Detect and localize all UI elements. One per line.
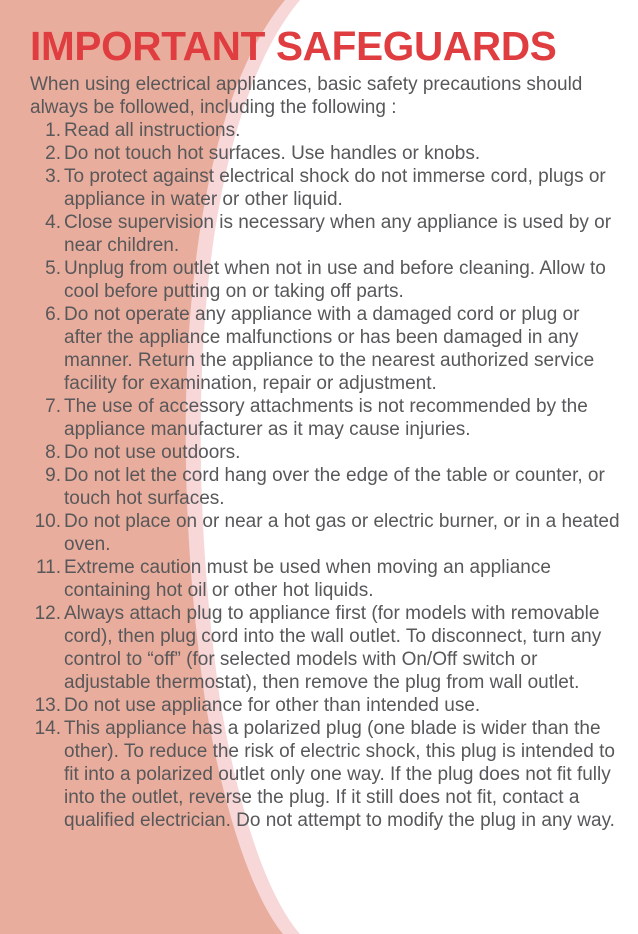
- safeguards-panel: [30, 24, 620, 832]
- item-text: The use of accessory attachments is not recommended by the appliance manufacturer as it may cause injuries.: [64, 396, 588, 440]
- item-number: 12.: [34, 603, 61, 624]
- list-item: [30, 556, 620, 602]
- item-number: 9.: [45, 465, 61, 486]
- item-text: Do not place on or near a hot gas or electric burner, or in a heated oven.: [64, 511, 620, 555]
- list-item: [30, 395, 620, 441]
- list-item: [30, 694, 620, 717]
- list-item: [30, 142, 620, 165]
- item-number: 11.: [35, 557, 61, 578]
- list-item: [30, 303, 620, 395]
- list-item: [30, 119, 620, 142]
- item-number: 10.: [34, 511, 61, 532]
- item-text: Do not use appliance for other than intended use.: [64, 695, 481, 716]
- list-item: [30, 602, 620, 694]
- item-number: 5.: [45, 258, 61, 279]
- list-item: [30, 257, 620, 303]
- list-item: [30, 211, 620, 257]
- item-text: This appliance has a polarized plug (one blade is wider than the other). To reduce the risk of electric shock, this plug is intended to fit into a polarized outlet only one way. If the plug does not fit fully into the outlet, reverse the plug. If it still does not fit, contact a qualified electrician. Do not attempt to modify the plug in any way.: [64, 718, 615, 831]
- list-item: [30, 717, 620, 832]
- item-text: Read all instructions.: [64, 120, 241, 141]
- item-number: 8.: [45, 442, 61, 463]
- item-number: 4.: [45, 212, 61, 233]
- item-number: 14.: [34, 718, 61, 739]
- item-number: 2.: [45, 143, 61, 164]
- item-text: Do not touch hot surfaces. Use handles or knobs.: [64, 143, 481, 164]
- item-number: 1.: [45, 120, 61, 141]
- list-item: [30, 441, 620, 464]
- safeguards-list: [30, 119, 620, 832]
- item-text: Extreme caution must be used when moving an appliance containing hot oil or other hot liquids.: [64, 557, 551, 601]
- item-text: Always attach plug to appliance first (for models with removable cord), then plug cord into the wall outlet. To disconnect, turn any control to “off” (for selected models with On/Off switch or adjustable thermostat), then remove the plug from wall outlet.: [64, 603, 602, 693]
- intro-text: When using electrical appliances, basic safety precautions should always be followed, including the following :: [30, 74, 583, 118]
- item-text: Do not operate any appliance with a damaged cord or plug or after the appliance malfunctions or has been damaged in any manner. Return the appliance to the nearest authorized service facility for examination, repair or adjustment.: [64, 304, 595, 394]
- list-item: [30, 510, 620, 556]
- list-item: [30, 464, 620, 510]
- item-text: Close supervision is necessary when any appliance is used by or near children.: [64, 212, 612, 256]
- item-number: 6.: [45, 304, 61, 325]
- item-text: Do not let the cord hang over the edge of the table or counter, or touch hot surfaces.: [64, 465, 605, 509]
- item-text: Unplug from outlet when not in use and before cleaning. Allow to cool before putting on or taking off parts.: [64, 258, 606, 302]
- item-number: 13.: [34, 695, 61, 716]
- item-number: 3.: [45, 166, 61, 187]
- item-text: To protect against electrical shock do not immerse cord, plugs or appliance in water or other liquid.: [64, 166, 606, 210]
- item-text: Do not use outdoors.: [64, 442, 241, 463]
- page-title: IMPORTANT SAFEGUARDS: [30, 23, 557, 69]
- item-number: 7.: [45, 396, 61, 417]
- list-item: [30, 165, 620, 211]
